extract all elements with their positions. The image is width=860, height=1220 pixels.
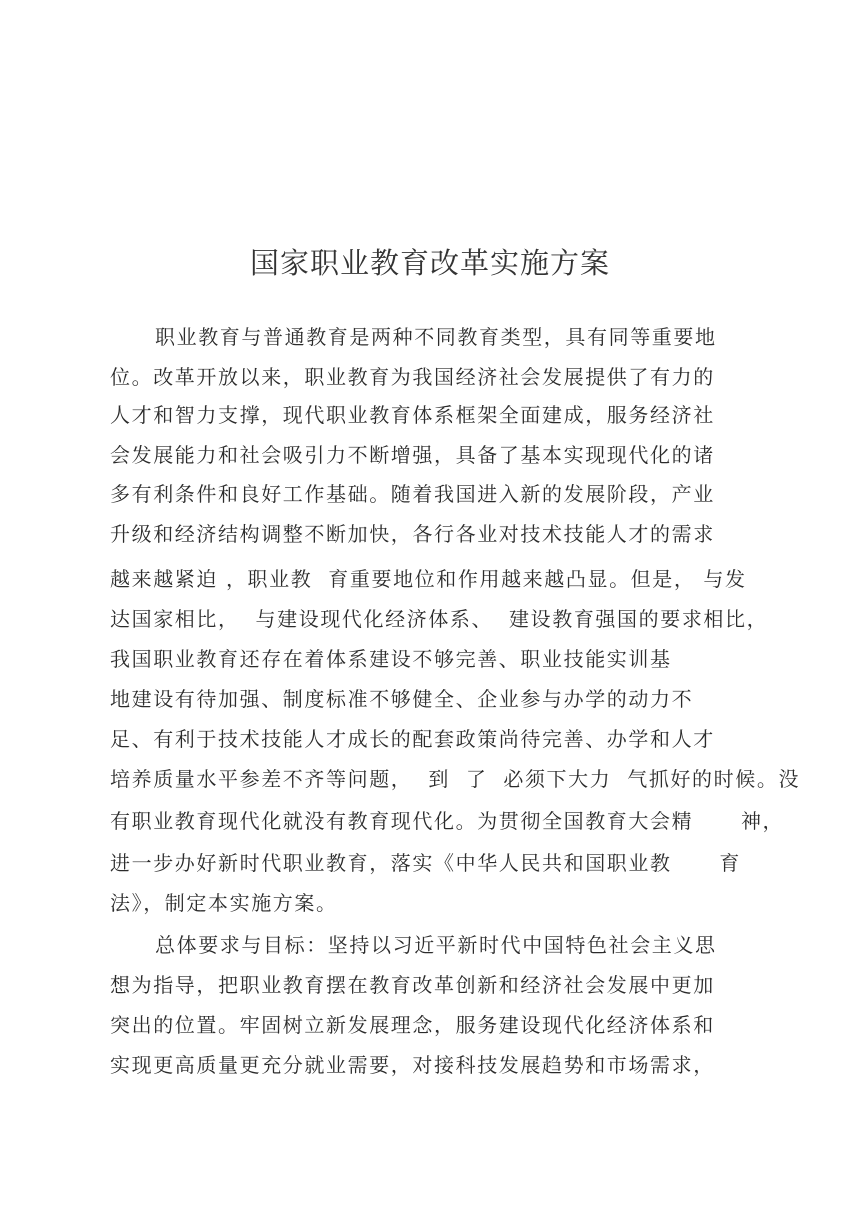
paragraph-line: 人才和智力支撑，现代职业教育体系框架全面建成，服务经济社 [110, 403, 715, 427]
paragraph-line: 突出的位置。牢固树立新发展理念，服务建设现代化经济体系和 [110, 1013, 715, 1037]
document-title: 国家职业教育改革实施方案 [249, 246, 610, 280]
paragraph-line: 会发展能力和社会吸引力不断增强，具备了基本实现现代化的诸 [110, 443, 715, 467]
paragraph-line: 足、有利于技术技能人才成长的配套政策尚待完善、办学和人才 [110, 727, 715, 751]
paragraph-line: 有职业教育现代化就没有教育现代化。为贯彻全国教育大会精 神， [110, 809, 785, 833]
paragraph-line: 越来越紧迫 ，职业教 育重要地位和作用越来越凸显。但是， 与发 [110, 567, 747, 591]
paragraph-line: 实现更高质量更充分就业需要，对接科技发展趋势和市场需求， [110, 1053, 715, 1077]
paragraph-line: 培养质量水平参差不齐等问题， 到 了 必须下大力 气抓好的时候。没 [110, 767, 801, 791]
paragraph-line: 总体要求与目标：坚持以习近平新时代中国特色社会主义思 [155, 933, 717, 957]
paragraph-line: 地建设有待加强、制度标准不够健全、企业参与办学的动力不 [110, 687, 694, 711]
paragraph-line: 多有利条件和良好工作基础。随着我国进入新的发展阶段，产业 [110, 482, 715, 506]
paragraph-line: 位。改革开放以来，职业教育为我国经济社会发展提供了有力的 [110, 365, 715, 389]
paragraph-line: 进一步办好新时代职业教育，落实《中华人民共和国职业教 育 [110, 851, 741, 875]
paragraph-line: 升级和经济结构调整不断加快，各行各业对技术技能人才的需求 [110, 522, 715, 546]
paragraph-line: 我国职业教育还存在着体系建设不够完善、职业技能实训基 [110, 647, 672, 671]
paragraph-line: 想为指导，把职业教育摆在教育改革创新和经济社会发展中更加 [110, 973, 715, 997]
paragraph-line: 法》，制定本实施方案。 [110, 891, 338, 915]
paragraph-line: 达国家相比， 与建设现代化经济体系、 建设教育强国的要求相比， [110, 607, 769, 631]
paragraph-line: 职业教育与普通教育是两种不同教育类型，具有同等重要地 [155, 325, 717, 349]
